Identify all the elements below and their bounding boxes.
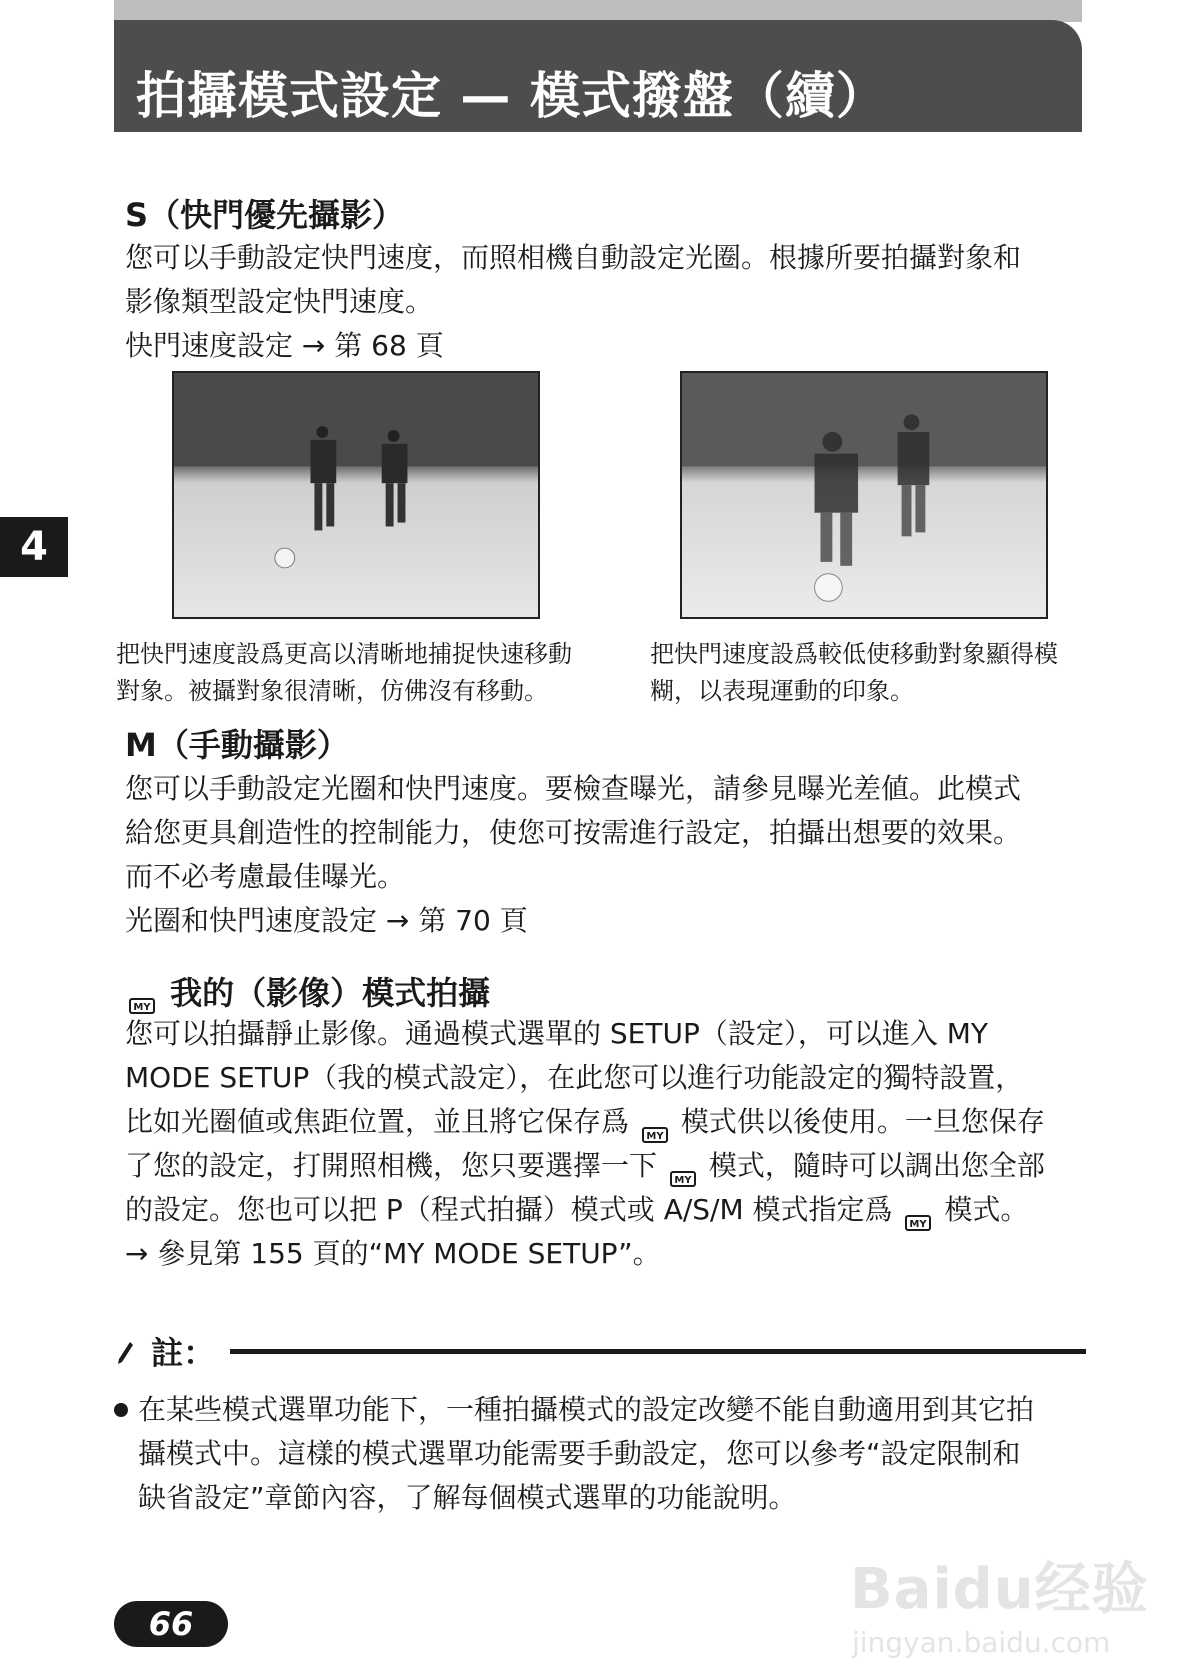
caption-line: 糊，以表現運動的印象。 [650,677,914,705]
fast-shutter-caption [116,636,572,710]
line-text: 模式供以後使用。一旦您保存 [680,1105,1045,1138]
section-my-title: 我的（影像）模式拍攝 [170,974,491,1012]
caption-line: 對象。被攝對象很清晰，仿佛沒有移動。 [116,677,548,705]
chapter-tab: 4 [0,517,68,577]
note-heading [116,1328,215,1374]
page-header [114,20,1082,132]
section-my-line-6 [125,1232,1085,1276]
my-mode-icon [905,1201,931,1230]
section-m-reference: 光圈和快門速度設定 → 第 70 頁 [125,904,528,937]
line-text: 您可以拍攝靜止影像。通過模式選單的 SETUP（設定），可以進入 MY [125,1017,989,1050]
section-s-line-2: 影像類型設定快門速度。 [125,285,434,318]
section-my-line-2 [125,1056,1085,1100]
svg-text:MY: MY [133,1002,151,1013]
watermark-logo: Baidu经验 [850,1557,1149,1622]
caption-line: 把快門速度設爲較低使移動對象顯得模 [650,640,1058,668]
section-s-line-1: 您可以手動設定快門速度，而照相機自動設定光圈。根據所要拍攝對象和 [125,241,1022,274]
caption-line: 把快門速度設爲更高以清晰地捕捉快速移動 [116,640,572,668]
my-mode-icon [670,1157,696,1186]
svg-text:MY: MY [674,1175,692,1186]
section-my-heading [125,968,490,1014]
section-s-heading: S（快門優先攝影） [125,196,405,234]
line-text: MODE SETUP（我的模式設定），在此您可以進行功能設定的獨特設置， [125,1061,1024,1094]
line-text: 模式，隨時可以調出您全部 [708,1149,1045,1182]
watermark-url: jingyan.baidu.com [852,1626,1111,1659]
my-mode-icon [129,985,155,1013]
svg-text:MY: MY [646,1131,664,1142]
line-text: 比如光圈値或焦距位置，並且將它保存爲 [125,1105,630,1138]
line-text: 了您的設定，打開照相機，您只要選擇一下 [125,1149,658,1182]
baidu-watermark [850,1500,1150,1670]
header-top-strip [114,0,1082,22]
slow-shutter-photo [680,371,1048,619]
note-line-3: 缺省設定”章節內容，了解每個模式選單的功能說明。 [138,1481,797,1514]
section-m-line-1: 您可以手動設定光圈和快門速度。要檢查曝光，請參見曝光差値。此模式 [125,772,1022,805]
note-title: 註： [151,1334,216,1372]
note-rule [230,1349,1086,1354]
line-text: → 參見第 155 頁的“MY MODE SETUP”。 [125,1237,661,1270]
page-title: 拍攝模式設定 — 模式撥盤（續） [136,67,887,125]
svg-text:MY: MY [909,1219,928,1230]
section-my-line-1 [125,1012,1085,1056]
section-my-line-4 [125,1144,1085,1188]
section-s-reference: 快門速度設定 → 第 68 頁 [125,329,444,362]
line-text: 的設定。您也可以把 P（程式拍攝）模式或 A/S/M 模式指定爲 [125,1193,893,1226]
page-number: 66 [114,1601,228,1647]
note-line-1: 在某些模式選單功能下，一種拍攝模式的設定改變不能自動適用到其它拍 [138,1393,1035,1426]
section-my-line-5 [125,1188,1085,1232]
note-line-2: 攝模式中。這樣的模式選單功能需要手動設定，您可以參考“設定限制和 [138,1437,1021,1470]
line-text: 模式。 [944,1193,1029,1226]
my-mode-icon [642,1113,668,1142]
section-m-line-2: 給您更具創造性的控制能力，使您可按需進行設定，拍攝出想要的效果。 [125,816,1022,849]
pencil-icon [116,1336,134,1374]
fast-shutter-photo [172,371,540,619]
section-m-heading: M（手動攝影） [125,726,349,764]
slow-shutter-caption [650,636,1058,710]
bullet-icon [114,1403,128,1417]
section-my-line-3 [125,1100,1085,1144]
section-m-line-3: 而不必考慮最佳曝光。 [125,860,406,893]
